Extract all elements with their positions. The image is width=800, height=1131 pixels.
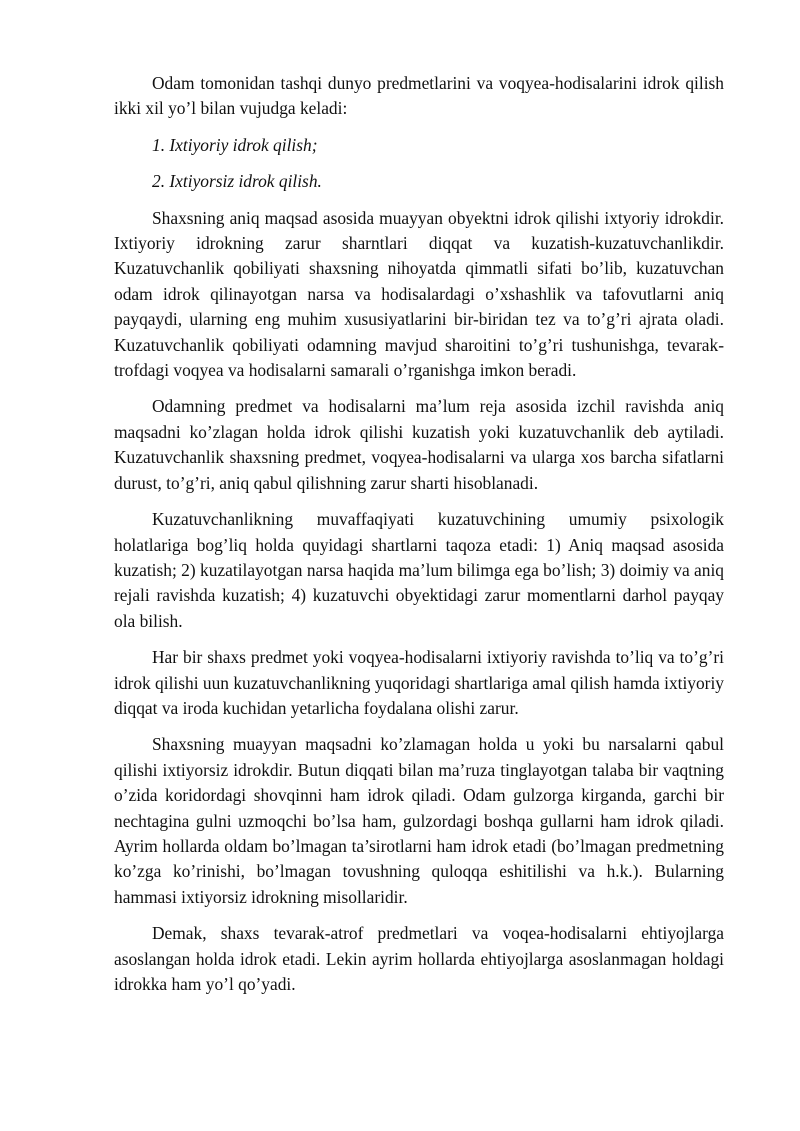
paragraph: Shaxsning muayyan maqsadni ko’zlamagan holda u yoki bu narsalarni qabul qilishi ixtiyorsiz idrokdir. Butun diqqati bilan ma’ruza tinglayotgan talaba bir vaqtning o’zida koridordagi shovqinni ham idrok qiladi. Odam gulzorga kirganda, garchi bir nechtagina gulni uzmoqchi bo’lsa ham, gulzordagi boshqa gullarni ham idrok qiladi. Ayrim hollarda oldam bo’lmagan ta’sirotlarni ham idrok etadi (bo’lmagan predmetning ko’zga ko’rinishi, bo’lmagan tovushning quloqqa eshitilishi va h.k.). Bularning hammasi ixtiyorsiz idrokning misollaridir.	[114, 734, 724, 907]
paragraph: Har bir shaxs predmet yoki voqyea-hodisalarni ixtiyoriy ravishda to’liq va to’g’ri idrok qilishi uun kuzatuvchanlikning yuqoridagi shartlariga amal qilish hamda ixtiyoriy diqqat va iroda kuchidan yetarlicha foydalana olishi zarur.	[114, 647, 725, 718]
intro-paragraph: Odam tomonidan tashqi dunyo predmetlarini va voqyea-hodisalarini idrok qilish ikki xil yo’l bilan vujudga keladi:	[114, 73, 724, 119]
list-item: 2. Ixtiyorsiz idrok qilish.	[152, 171, 322, 192]
paragraph: Shaxsning aniq maqsad asosida muayyan obyektni idrok qilishi ixtyoriy idrokdir. Ixtiyoriy idrokning zarur sharntlari diqqat va kuzatish-kuzatuvchanlikdir. Kuzatuvchanlik qobiliyati shaxsning nihoyatda qimmatli sifati bo’lib, kuzatuvchan odam idrok qilinayotgan narsa va hodisalardagi o’xshashlik va tafovutlarni aniq payqaydi, ularning eng muhim xususiyatlarini bir-biridan tez va to’g’ri ajrata oladi. Kuzatuvchanlik qobiliyati odamning mavjud sharoitini to’g’ri tushunishga, tevarak-trofdagi voqyea va hodisalarni samarali o’rganishga imkon beradi.	[114, 207, 724, 381]
document-page	[114, 71, 724, 1008]
paragraph: Demak, shaxs tevarak-atrof predmetlari va voqea-hodisalarni ehtiyojlarga asoslangan holda idrok etadi. Lekin ayrim hollarda ehtiyojlarga asoslanmagan holdagi idrokka ham yo’l qo’yadi.	[114, 923, 724, 994]
list-item: 1. Ixtiyoriy idrok qilish;	[152, 134, 318, 155]
paragraph: Kuzatuvchanlikning muvaffaqiyati kuzatuvchining umumiy psixologik holatlariga bog’liq holda quyidagi shartlarni taqoza etadi: 1) Aniq maqsad asosida kuzatish; 2) kuzatilayotgan narsa haqida ma’lum bilimga ega bo’lish; 3) doimiy va aniq rejali ravishda kuzatish; 4) kuzatuvchi obyektidagi zarur momentlarni darhol payqay ola bilish.	[114, 509, 724, 631]
paragraph: Odamning predmet va hodisalarni ma’lum reja asosida izchil ravishda aniq maqsadni ko’zlagan holda idrok qilishi kuzatish yoki kuzatuvchanlik deb aytiladi. Kuzatuvchanlik shaxsning predmet, voqyea-hodisalarni va ularga xos barcha sifatlarni durust, to’g’ri, aniq qabul qilishning zarur sharti hisoblanadi.	[114, 396, 724, 493]
